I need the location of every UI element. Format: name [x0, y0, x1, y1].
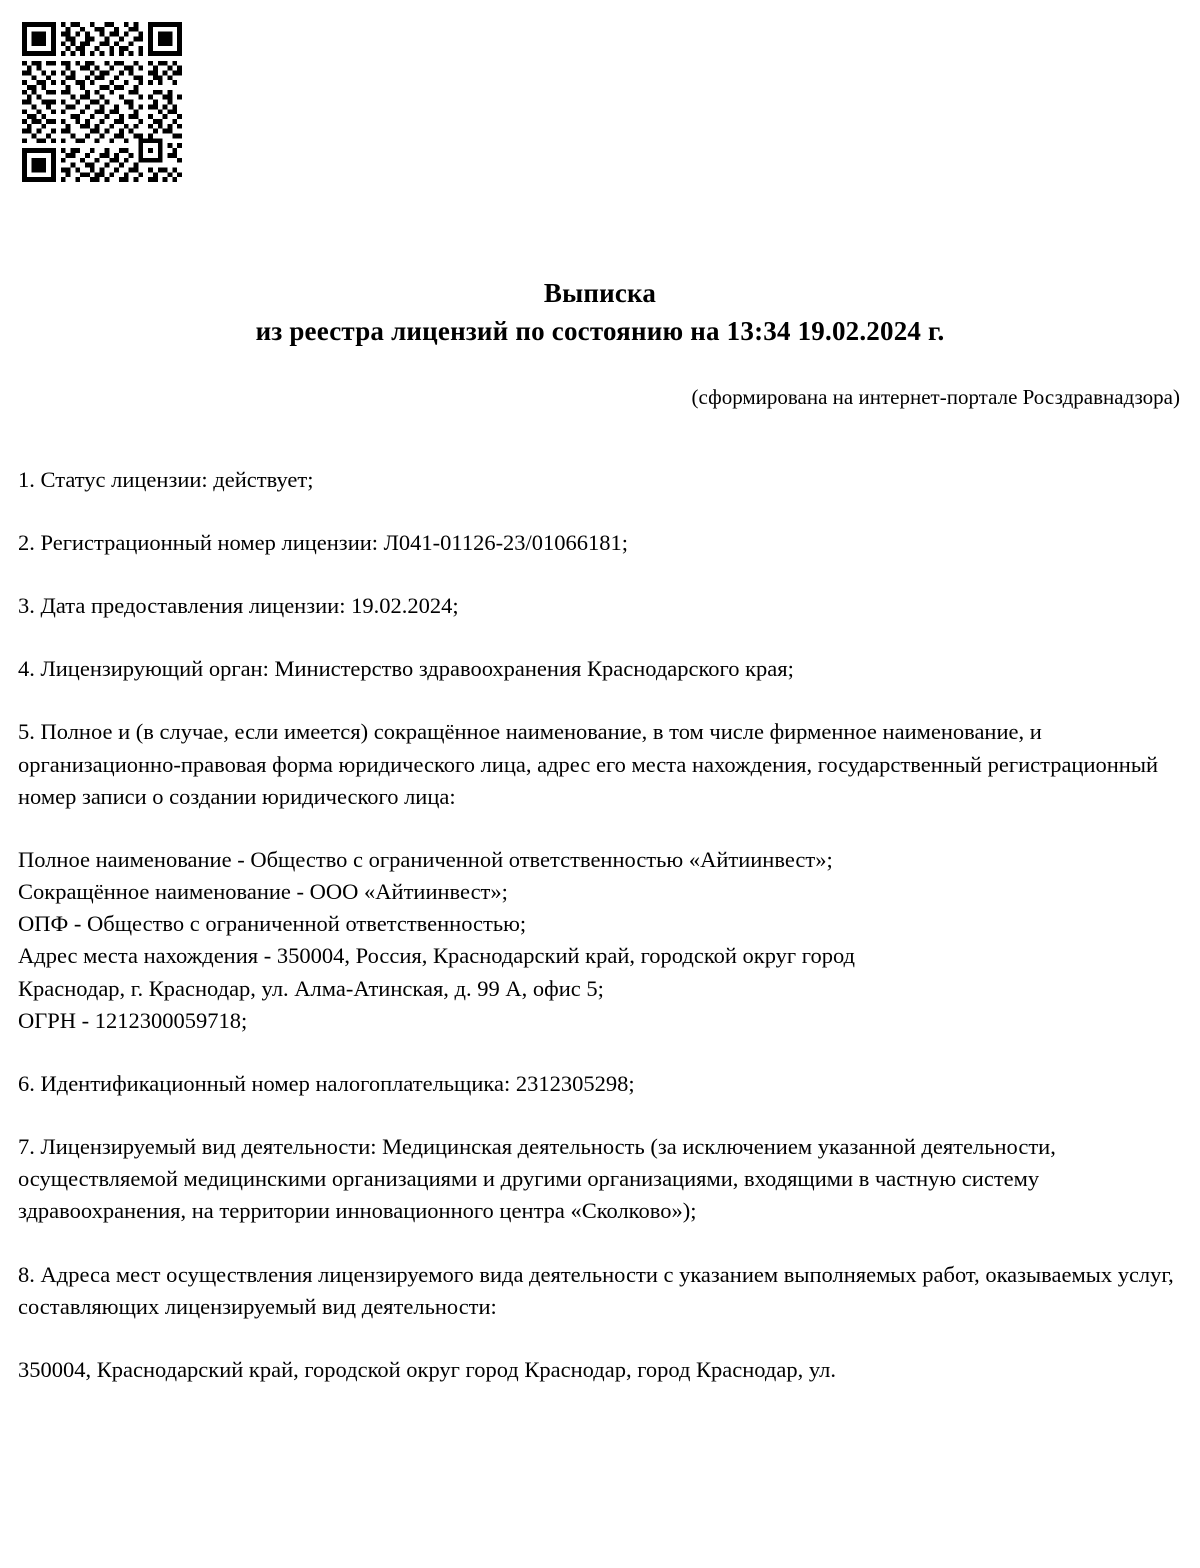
- detail-short-name: Сокращённое наименование - ООО «Айтиинвест»;: [18, 879, 508, 905]
- qr-code-icon: [22, 22, 182, 182]
- item-licensing-authority: 4. Лицензирующий орган: Министерство здравоохранения Краснодарского края;: [18, 656, 794, 682]
- item-taxpayer-number: 6. Идентификационный номер налогоплательщика: 2312305298;: [18, 1070, 635, 1096]
- item-licensed-activity: 7. Лицензируемый вид деятельности: Медицинская деятельность (за исключением указанной деятельности, осуществляемой медицинскими организациями и другими организациями, входящими в частную систему здравоохранения, на территории инновационного центра «Сколково»);: [18, 1134, 1056, 1224]
- item-license-status: 1. Статус лицензии: действует;: [18, 466, 314, 492]
- detail-legal-form: ОПФ - Общество с ограниченной ответственностью;: [18, 911, 527, 937]
- title-line-1: Выписка: [543, 278, 657, 308]
- item-legal-entity-details: [18, 844, 1182, 1037]
- item-issue-date: 3. Дата предоставления лицензии: 19.02.2024;: [18, 593, 459, 618]
- detail-ogrn: ОГРН - 1212300059718;: [18, 1007, 248, 1033]
- item-activity-addresses-heading: 8. Адреса мест осуществления лицензируемого вида деятельности с указанием выполняемых работ, оказываемых услуг, составляющих лицензируемый вид деятельности:: [18, 1261, 1174, 1319]
- document-subtitle: (сформирована на интернет-портале Росздравнадзора): [691, 384, 1180, 409]
- detail-address-line-1: Адрес места нахождения - 350004, Россия, Краснодарский край, городской округ город: [18, 943, 855, 969]
- title-line-2: из реестра лицензий по состоянию на 13:34 19.02.2024 г.: [255, 316, 945, 347]
- item-activity-address-line: 350004, Краснодарский край, городской округ город Краснодар, город Краснодар, ул.: [18, 1356, 836, 1382]
- detail-full-name: Полное наименование - Общество с ограниченной ответственностью «Айтиинвест»;: [18, 846, 833, 872]
- item-legal-entity-heading: 5. Полное и (в случае, если имеется) сокращённое наименование, в том числе фирменное наименование, и организационно-правовая форма юридического лица, адрес его места нахождения, государственный регистрационный номер записи о создании юридического лица:: [18, 719, 1159, 809]
- item-registration-number: 2. Регистрационный номер лицензии: Л041-01126-23/01066181;: [18, 529, 629, 555]
- document-title: [18, 274, 1182, 351]
- document-body: [18, 464, 1182, 1386]
- detail-address-line-2: Краснодар, г. Краснодар, ул. Алма-Атинская, д. 99 А, офис 5;: [18, 975, 604, 1001]
